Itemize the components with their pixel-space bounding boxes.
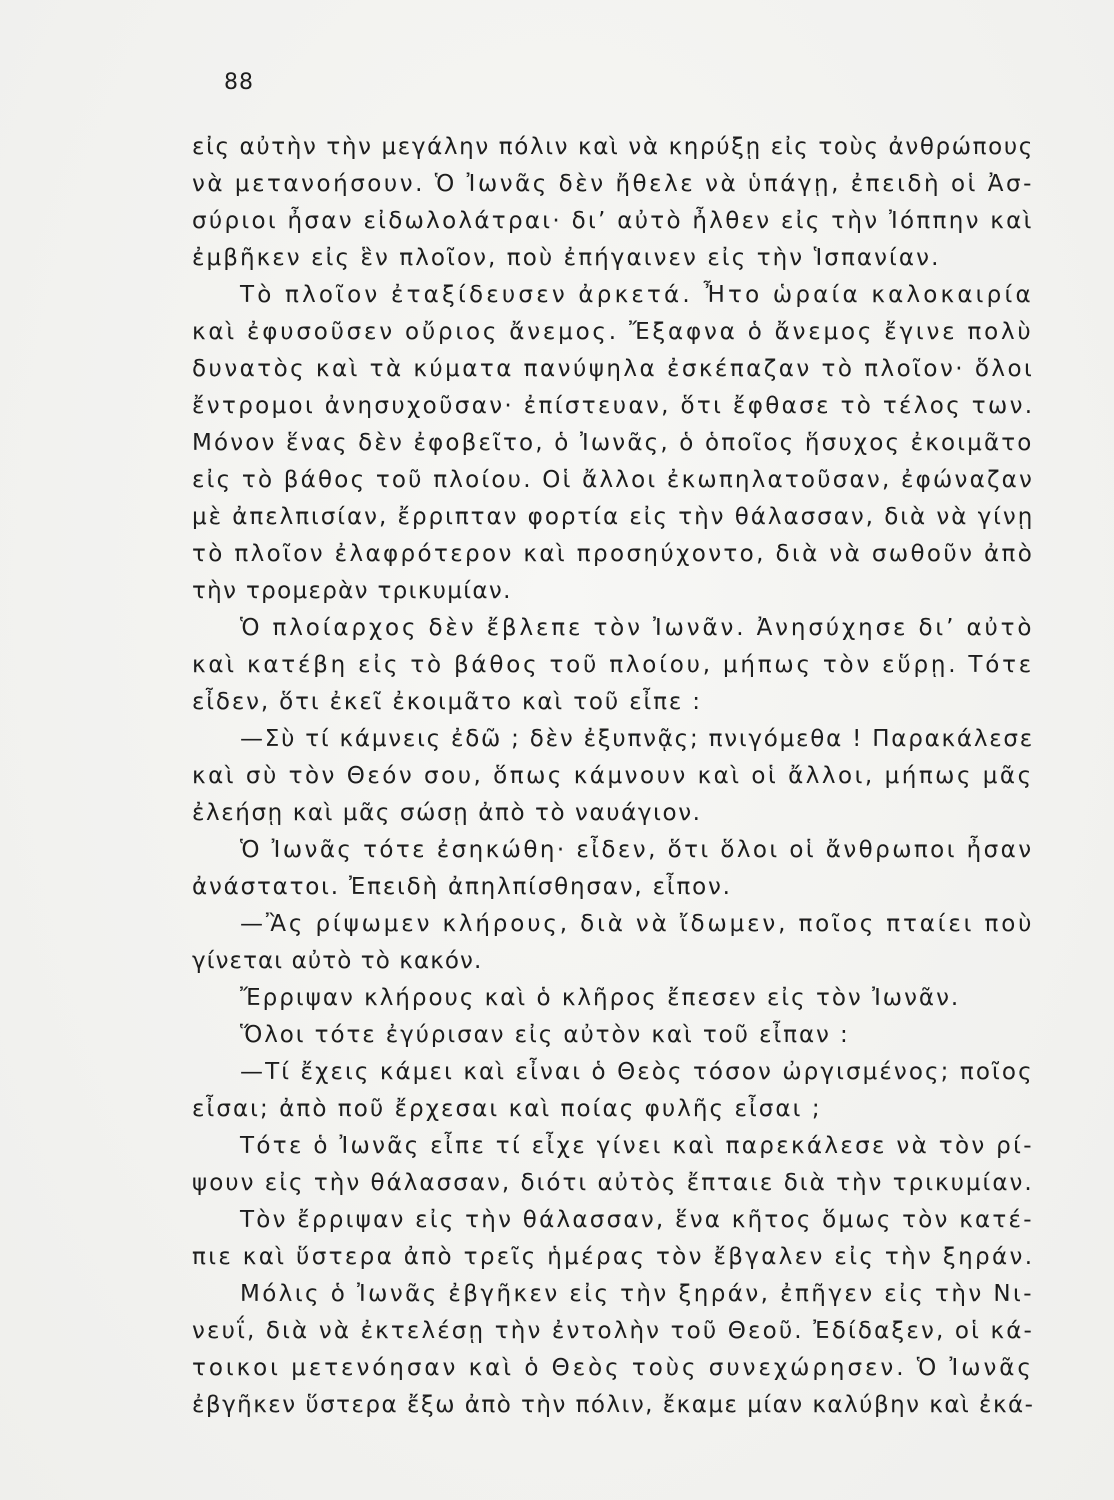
page-number: 88 [224,70,254,95]
text-line: Τὸν ἔρριψαν εἰς τὴν θάλασσαν, ἕνα κῆτος ὅμως τὸν κατέ- [240,1207,1034,1233]
text-line: καὶ κατέβη εἰς τὸ βάθος τοῦ πλοίου, μήπως τὸν εὕρῃ. Τότε [192,652,1035,678]
text-line: Τὸ πλοῖον ἐταξίδευσεν ἀρκετά. Ἦτο ὡραία καλοκαιρία [240,282,1034,308]
text-line: ἀνάστατοι. Ἐπειδὴ ἀπηλπίσθησαν, εἶπον. [192,874,732,900]
text-line: ἐλεήσῃ καὶ μᾶς σώσῃ ἀπὸ τὸ ναυάγιον. [192,800,702,826]
text-line: καὶ σὺ τὸν Θεόν σου, ὅπως κάμνουν καὶ οἱ ἄλλοι, μήπως μᾶς [192,763,1034,789]
text-line: Ὁ Ἰωνᾶς τότε ἐσηκώθη· εἶδεν, ὅτι ὅλοι οἱ ἄνθρωποι ἦσαν [240,837,1034,863]
text-line: εἰς τὸ βάθος τοῦ πλοίου. Οἱ ἄλλοι ἐκωπηλατοῦσαν, ἐφώναζαν [192,467,1035,493]
text-line: Μόνον ἕνας δὲν ἐφοβεῖτο, ὁ Ἰωνᾶς, ὁ ὁποῖος ἥσυχος ἐκοιμᾶτο [192,430,1034,456]
text-line: σύριοι ἦσαν εἰδωλολάτραι· δι’ αὐτὸ ἦλθεν εἰς τὴν Ἰόππην καὶ [192,208,1034,234]
text-line: ἐβγῆκεν ὕστερα ἔξω ἀπὸ τὴν πόλιν, ἔκαμε μίαν καλύβην καὶ ἐκά- [192,1392,1035,1418]
text-line: Ὁ πλοίαρχος δὲν ἔβλεπε τὸν Ἰωνᾶν. Ἀνησύχησε δι’ αὐτὸ [240,615,1035,641]
text-line: Ὅλοι τότε ἐγύρισαν εἰς αὐτὸν καὶ τοῦ εἶπαν : [240,1022,850,1048]
text-line: πιε καὶ ὕστερα ἀπὸ τρεῖς ἡμέρας τὸν ἔβγαλεν εἰς τὴν ξηράν. [192,1244,1035,1270]
text-line: γίνεται αὐτὸ τὸ κακόν. [192,948,483,974]
text-line: εἶδεν, ὅτι ἐκεῖ ἐκοιμᾶτο καὶ τοῦ εἶπε : [192,689,702,715]
text-line: —Τί ἔχεις κάμει καὶ εἶναι ὁ Θεὸς τόσον ὠργισμένος; ποῖος [240,1059,1034,1085]
text-line: εἰς αὐτὴν τὴν μεγάλην πόλιν καὶ νὰ κηρύξῃ εἰς τοὺς ἀνθρώπους [192,134,1034,160]
text-line: τοικοι μετενόησαν καὶ ὁ Θεὸς τοὺς συνεχώρησεν. Ὁ Ἰωνᾶς [192,1355,1034,1381]
text-line: —Ἂς ρίψωμεν κλήρους, διὰ νὰ ἴδωμεν, ποῖος πταίει ποὺ [240,911,1035,937]
text-line: —Σὺ τί κάμνεις ἐδῶ ; δὲν ἐξυπνᾷς; πνιγόμεθα ! Παρακάλεσε [240,726,1034,752]
text-line: νὰ μετανοήσουν. Ὁ Ἰωνᾶς δὲν ἤθελε νὰ ὑπάγῃ, ἐπειδὴ οἱ Ἀσ- [192,171,1034,197]
text-line: τὴν τρομερὰν τρικυμίαν. [192,578,512,604]
text-line: μὲ ἀπελπισίαν, ἔρριπταν φορτία εἰς τὴν θάλασσαν, διὰ νὰ γίνῃ [192,504,1035,530]
text-line: καὶ ἐφυσοῦσεν οὔριος ἄνεμος. Ἔξαφνα ὁ ἄνεμος ἔγινε πολὺ [192,319,1034,345]
text-line: ψουν εἰς τὴν θάλασσαν, διότι αὐτὸς ἔπταιε διὰ τὴν τρικυμίαν. [192,1170,1034,1196]
text-line: ἔντρομοι ἀνησυχοῦσαν· ἐπίστευαν, ὅτι ἔφθασε τὸ τέλος των. [192,393,1035,419]
text-line: Ἔρριψαν κλήρους καὶ ὁ κλῆρος ἔπεσεν εἰς τὸν Ἰωνᾶν. [240,985,961,1011]
text-line: νευΐ, διὰ νὰ ἐκτελέσῃ τὴν ἐντολὴν τοῦ Θεοῦ. Ἐδίδαξεν, οἱ κά- [192,1318,1034,1344]
text-line: ἐμβῆκεν εἰς ἓν πλοῖον, ποὺ ἐπήγαινεν εἰς τὴν Ἱσπανίαν. [192,245,941,271]
text-line: τὸ πλοῖον ἐλαφρότερον καὶ προσηύχοντο, διὰ νὰ σωθοῦν ἀπὸ [192,541,1035,567]
text-line: δυνατὸς καὶ τὰ κύματα πανύψηλα ἐσκέπαζαν τὸ πλοῖον· ὅλοι [192,356,1035,382]
text-line: εἶσαι; ἀπὸ ποῦ ἔρχεσαι καὶ ποίας φυλῆς εἶσαι ; [192,1096,822,1122]
text-line: Μόλις ὁ Ἰωνᾶς ἐβγῆκεν εἰς τὴν ξηράν, ἐπῆγεν εἰς τὴν Νι- [240,1281,1034,1307]
text-line: Τότε ὁ Ἰωνᾶς εἶπε τί εἶχε γίνει καὶ παρεκάλεσε νὰ τὸν ρί- [240,1133,1034,1159]
